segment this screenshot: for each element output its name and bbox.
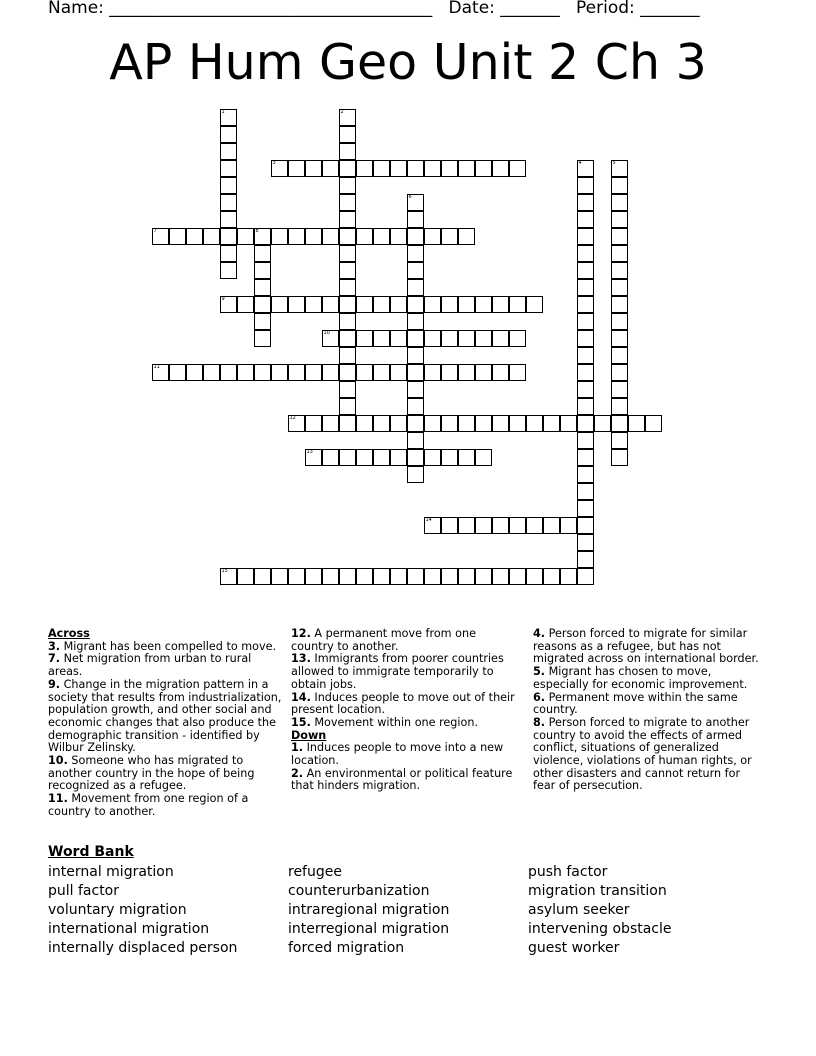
crossword-cell[interactable] [577, 398, 594, 415]
crossword-cell[interactable] [611, 364, 628, 381]
clue-number-label: 1 [221, 109, 225, 115]
crossword-cell[interactable] [356, 568, 373, 585]
crossword-cell[interactable] [611, 194, 628, 211]
crossword-cell[interactable] [441, 517, 458, 534]
crossword-cell[interactable] [492, 517, 509, 534]
crossword-cell[interactable] [254, 245, 271, 262]
crossword-cell[interactable] [339, 449, 356, 466]
crossword-cell[interactable] [339, 415, 356, 432]
crossword-cell[interactable] [271, 568, 288, 585]
crossword-cell[interactable] [237, 568, 254, 585]
clue-number-label: 14 [425, 517, 432, 523]
clue-number-label: 6 [408, 194, 412, 200]
crossword-cell[interactable] [577, 483, 594, 500]
crossword-cell[interactable] [220, 296, 237, 313]
word-bank-item: guest worker [528, 940, 620, 956]
crossword-cell[interactable] [339, 194, 356, 211]
crossword-cell[interactable] [339, 330, 356, 347]
crossword-cell[interactable] [339, 245, 356, 262]
clue-number-label: 8 [255, 228, 259, 234]
clue-number-label: 5 [612, 160, 616, 166]
crossword-cell[interactable] [560, 568, 577, 585]
crossword-cell[interactable] [305, 449, 322, 466]
clue-number-label: 12 [289, 415, 296, 421]
word-bank-heading: Word Bank [48, 844, 134, 860]
crossword-cell[interactable] [305, 228, 322, 245]
word-bank-column-2 [288, 863, 449, 958]
crossword-cell[interactable] [339, 296, 356, 313]
crossword-cell[interactable] [254, 313, 271, 330]
crossword-cell[interactable] [322, 449, 339, 466]
crossword-cell[interactable] [220, 126, 237, 143]
word-bank-item: internal migration [48, 864, 174, 880]
crossword-cell[interactable] [543, 568, 560, 585]
crossword-cell[interactable] [645, 415, 662, 432]
crossword-cell[interactable] [390, 364, 407, 381]
crossword-cell[interactable] [577, 177, 594, 194]
crossword-cell[interactable] [611, 347, 628, 364]
clue-number-label: 7 [153, 228, 157, 234]
crossword-cell[interactable] [577, 160, 594, 177]
crossword-cell[interactable] [475, 330, 492, 347]
crossword-cell[interactable] [390, 296, 407, 313]
clue-down-1: 1. Induces people to move into a new location. [291, 741, 504, 768]
crossword-cell[interactable] [458, 415, 475, 432]
clue-across-14: 14. Induces people to move out of their present location. [291, 690, 515, 717]
crossword-cell[interactable] [441, 296, 458, 313]
crossword-cell[interactable] [254, 568, 271, 585]
date-field-label: Date: _______ [448, 0, 560, 18]
crossword-cell[interactable] [220, 228, 237, 245]
crossword-cell[interactable] [271, 364, 288, 381]
crossword-cell[interactable] [220, 245, 237, 262]
crossword-cell[interactable] [509, 364, 526, 381]
crossword-cell[interactable] [543, 517, 560, 534]
clue-number-label: 15 [221, 568, 228, 574]
crossword-cell[interactable] [458, 449, 475, 466]
crossword-cell[interactable] [458, 330, 475, 347]
crossword-cell[interactable] [611, 262, 628, 279]
crossword-cell[interactable] [577, 313, 594, 330]
crossword-cell[interactable] [356, 330, 373, 347]
crossword-cell[interactable] [611, 296, 628, 313]
crossword-cell[interactable] [339, 160, 356, 177]
crossword-cell[interactable] [373, 415, 390, 432]
crossword-cell[interactable] [577, 279, 594, 296]
crossword-cell[interactable] [611, 449, 628, 466]
crossword-cell[interactable] [356, 415, 373, 432]
crossword-cell[interactable] [492, 330, 509, 347]
crossword-cell[interactable] [611, 381, 628, 398]
crossword-cell[interactable] [169, 228, 186, 245]
crossword-cell[interactable] [577, 211, 594, 228]
crossword-cell[interactable] [458, 517, 475, 534]
crossword-cell[interactable] [152, 228, 169, 245]
crossword-cell[interactable] [577, 194, 594, 211]
crossword-cell[interactable] [288, 160, 305, 177]
crossword-cell[interactable] [577, 517, 594, 534]
crossword-cell[interactable] [560, 415, 577, 432]
crossword-cell[interactable] [458, 296, 475, 313]
crossword-cell[interactable] [339, 126, 356, 143]
crossword-cell[interactable] [220, 160, 237, 177]
clue-number-label: 4 [578, 160, 582, 166]
crossword-cell[interactable] [424, 330, 441, 347]
crossword-cell[interactable] [305, 364, 322, 381]
crossword-cell[interactable] [271, 160, 288, 177]
word-bank-item: refugee [288, 864, 342, 880]
crossword-cell[interactable] [509, 296, 526, 313]
crossword-cell[interactable] [526, 568, 543, 585]
crossword-cell[interactable] [407, 262, 424, 279]
period-field-label: Period: _______ [576, 0, 700, 18]
crossword-cell[interactable] [424, 364, 441, 381]
crossword-cell[interactable] [288, 568, 305, 585]
crossword-cell[interactable] [424, 296, 441, 313]
crossword-cell[interactable] [407, 415, 424, 432]
crossword-cell[interactable] [577, 500, 594, 517]
crossword-cell[interactable] [458, 568, 475, 585]
crossword-cell[interactable] [237, 364, 254, 381]
crossword-cell[interactable] [373, 330, 390, 347]
crossword-cell[interactable] [543, 415, 560, 432]
crossword-cell[interactable] [441, 160, 458, 177]
crossword-cell[interactable] [611, 415, 628, 432]
crossword-cell[interactable] [441, 415, 458, 432]
crossword-cell[interactable] [254, 228, 271, 245]
clue-down-2: 2. An environmental or political feature that hinders migration. [291, 766, 513, 793]
word-bank-item: counterurbanization [288, 883, 430, 899]
crossword-cell[interactable] [339, 398, 356, 415]
clue-across-9: 9. Change in the migration pattern in a society that results from industrialization, population growth, and other social and economic changes that also produce the demographic transition - identified by Wilbur Zelinsky. [48, 677, 282, 755]
crossword-cell[interactable] [305, 160, 322, 177]
clue-down-4: 4. Person forced to migrate for similar reasons as a refugee, but has not migrated across on international border. [533, 627, 759, 666]
crossword-cell[interactable] [339, 143, 356, 160]
word-bank-item: pull factor [48, 883, 120, 899]
clue-across-3: 3. Migrant has been compelled to move. [48, 639, 277, 653]
crossword-cell[interactable] [407, 449, 424, 466]
crossword-cell[interactable] [407, 347, 424, 364]
word-bank-item: intraregional migration [288, 902, 450, 918]
clue-number-label: 10 [323, 330, 330, 336]
clues-column-3 [533, 628, 765, 793]
crossword-cell[interactable] [475, 415, 492, 432]
crossword-cell[interactable] [509, 568, 526, 585]
crossword-cell[interactable] [611, 398, 628, 415]
crossword-cell[interactable] [390, 449, 407, 466]
crossword-cell[interactable] [407, 398, 424, 415]
crossword-cell[interactable] [322, 296, 339, 313]
crossword-cell[interactable] [577, 228, 594, 245]
crossword-cell[interactable] [322, 415, 339, 432]
crossword-cell[interactable] [492, 364, 509, 381]
crossword-cell[interactable] [203, 228, 220, 245]
crossword-cell[interactable] [611, 177, 628, 194]
crossword-cell[interactable] [577, 364, 594, 381]
crossword-cell[interactable] [254, 262, 271, 279]
crossword-cell[interactable] [611, 432, 628, 449]
crossword-cell[interactable] [373, 160, 390, 177]
crossword-cell[interactable] [373, 449, 390, 466]
crossword-cell[interactable] [492, 160, 509, 177]
crossword-cell[interactable] [305, 568, 322, 585]
crossword-cell[interactable] [441, 568, 458, 585]
crossword-cell[interactable] [373, 228, 390, 245]
crossword-cell[interactable] [407, 160, 424, 177]
crossword-cell[interactable] [254, 279, 271, 296]
crossword-cell[interactable] [356, 364, 373, 381]
clue-across-10: 10. Someone who has migrated to another country in the hope of being recognized as a refugee. [48, 754, 255, 793]
crossword-cell[interactable] [254, 296, 271, 313]
crossword-cell[interactable] [407, 364, 424, 381]
crossword-cell[interactable] [458, 364, 475, 381]
clue-across-11: 11. Movement from one region of a country to another. [48, 792, 249, 818]
crossword-cell[interactable] [458, 228, 475, 245]
crossword-cell[interactable] [611, 279, 628, 296]
crossword-cell[interactable] [577, 432, 594, 449]
crossword-cell[interactable] [390, 568, 407, 585]
crossword-cell[interactable] [594, 415, 611, 432]
clue-number-label: 11 [153, 364, 160, 370]
crossword-cell[interactable] [611, 245, 628, 262]
clue-across-7: 7. Net migration from urban to rural areas. [48, 652, 252, 679]
crossword-cell[interactable] [373, 364, 390, 381]
crossword-cell[interactable] [288, 415, 305, 432]
crossword-cell[interactable] [237, 296, 254, 313]
crossword-cell[interactable] [220, 194, 237, 211]
word-bank-column-1 [48, 863, 237, 958]
crossword-cell[interactable] [492, 415, 509, 432]
crossword-cell[interactable] [611, 228, 628, 245]
crossword-cell[interactable] [339, 262, 356, 279]
crossword-cell[interactable] [577, 381, 594, 398]
crossword-cell[interactable] [424, 160, 441, 177]
crossword-cell[interactable] [577, 415, 594, 432]
crossword-cell[interactable] [288, 228, 305, 245]
crossword-cell[interactable] [577, 347, 594, 364]
crossword-cell[interactable] [407, 194, 424, 211]
crossword-cell[interactable] [441, 330, 458, 347]
clue-down-6: 6. Permanent move within the same country. [533, 690, 738, 717]
crossword-cell[interactable] [526, 517, 543, 534]
crossword-cell[interactable] [390, 160, 407, 177]
crossword-cell[interactable] [152, 364, 169, 381]
crossword-cell[interactable] [560, 517, 577, 534]
clue-number-label: 3 [272, 160, 276, 166]
crossword-cell[interactable] [577, 466, 594, 483]
crossword-cell[interactable] [186, 364, 203, 381]
crossword-cell[interactable] [509, 517, 526, 534]
crossword-cell[interactable] [628, 415, 645, 432]
crossword-cell[interactable] [492, 568, 509, 585]
crossword-cell[interactable] [407, 296, 424, 313]
crossword-cell[interactable] [441, 364, 458, 381]
crossword-cell[interactable] [475, 160, 492, 177]
crossword-cell[interactable] [220, 211, 237, 228]
crossword-cell[interactable] [424, 228, 441, 245]
crossword-cell[interactable] [577, 296, 594, 313]
crossword-cell[interactable] [407, 245, 424, 262]
crossword-cell[interactable] [288, 364, 305, 381]
crossword-cell[interactable] [441, 228, 458, 245]
crossword-cell[interactable] [407, 432, 424, 449]
crossword-cell[interactable] [203, 364, 220, 381]
crossword-cell[interactable] [220, 568, 237, 585]
crossword-cell[interactable] [356, 296, 373, 313]
crossword-cell[interactable] [271, 228, 288, 245]
crossword-cell[interactable] [288, 296, 305, 313]
crossword-cell[interactable] [390, 330, 407, 347]
crossword-cell[interactable] [611, 313, 628, 330]
crossword-cell[interactable] [407, 330, 424, 347]
crossword-cell[interactable] [339, 279, 356, 296]
crossword-cell[interactable] [407, 313, 424, 330]
crossword-cell[interactable] [271, 296, 288, 313]
crossword-cell[interactable] [339, 381, 356, 398]
crossword-cell[interactable] [407, 568, 424, 585]
word-bank-item: international migration [48, 921, 210, 937]
crossword-cell[interactable] [577, 551, 594, 568]
crossword-cell[interactable] [322, 568, 339, 585]
crossword-cell[interactable] [509, 415, 526, 432]
crossword-cell[interactable] [339, 211, 356, 228]
crossword-cell[interactable] [254, 364, 271, 381]
crossword-cell[interactable] [339, 313, 356, 330]
crossword-cell[interactable] [458, 160, 475, 177]
crossword-cell[interactable] [577, 262, 594, 279]
word-bank-item: voluntary migration [48, 902, 187, 918]
page-title: AP Hum Geo Unit 2 Ch 3 [109, 34, 707, 91]
crossword-cell[interactable] [390, 415, 407, 432]
crossword-cell[interactable] [220, 364, 237, 381]
crossword-cell[interactable] [407, 466, 424, 483]
crossword-cell[interactable] [373, 568, 390, 585]
crossword-cell[interactable] [475, 364, 492, 381]
clue-number-label: 2 [340, 109, 344, 115]
crossword-cell[interactable] [611, 211, 628, 228]
clue-across-13: 13. Immigrants from poorer countries allowed to immigrate temporarily to obtain jobs. [291, 652, 504, 691]
crossword-cell[interactable] [407, 211, 424, 228]
word-bank-item: forced migration [288, 940, 405, 956]
crossword-cell[interactable] [186, 228, 203, 245]
word-bank-column-3 [528, 863, 672, 958]
crossword-cell[interactable] [356, 449, 373, 466]
crossword-cell[interactable] [611, 330, 628, 347]
crossword-cell[interactable] [220, 109, 237, 126]
word-bank-item: intervening obstacle [528, 921, 672, 937]
crossword-cell[interactable] [339, 109, 356, 126]
crossword-cell[interactable] [220, 143, 237, 160]
crossword-cell[interactable] [577, 449, 594, 466]
clue-down-8: 8. Person forced to migrate to another country to avoid the effects of armed conflict, situations of generalized violence, violations of human rights, or other disasters and cannot return for fear of persecution. [533, 715, 752, 793]
crossword-cell[interactable] [577, 534, 594, 551]
crossword-cell[interactable] [424, 568, 441, 585]
crossword-cell[interactable] [424, 449, 441, 466]
clue-number-label: 9 [221, 296, 225, 302]
crossword-cell[interactable] [475, 296, 492, 313]
crossword-cell[interactable] [441, 449, 458, 466]
crossword-cell[interactable] [526, 296, 543, 313]
crossword-cell[interactable] [611, 160, 628, 177]
crossword-cell[interactable] [254, 330, 271, 347]
crossword-cell[interactable] [492, 296, 509, 313]
crossword-cell[interactable] [577, 245, 594, 262]
crossword-cell[interactable] [339, 568, 356, 585]
word-bank-item: interregional migration [288, 921, 450, 937]
clues-column-1 [48, 628, 284, 819]
word-bank-item: migration transition [528, 883, 667, 899]
word-bank-item: internally displaced person [48, 940, 238, 956]
clue-number-label: 13 [306, 449, 313, 455]
crossword-cell[interactable] [475, 449, 492, 466]
crossword-cell[interactable] [305, 296, 322, 313]
crossword-cell[interactable] [169, 364, 186, 381]
crossword-cell[interactable] [407, 228, 424, 245]
name-field-label: Name: ______________________________________ [48, 0, 433, 18]
crossword-cell[interactable] [322, 330, 339, 347]
crossword-cell[interactable] [424, 517, 441, 534]
crossword-cell[interactable] [373, 296, 390, 313]
crossword-cell[interactable] [390, 228, 407, 245]
crossword-cell[interactable] [475, 517, 492, 534]
crossword-cell[interactable] [339, 228, 356, 245]
crossword-cell[interactable] [339, 177, 356, 194]
crossword-cell[interactable] [475, 568, 492, 585]
crossword-cell[interactable] [322, 228, 339, 245]
crossword-cell[interactable] [509, 160, 526, 177]
crossword-cell[interactable] [407, 279, 424, 296]
crossword-cell[interactable] [322, 160, 339, 177]
crossword-cell[interactable] [237, 228, 254, 245]
across-heading: Across [48, 627, 90, 640]
clue-down-5: 5. Migrant has chosen to move, especially for economic improvement. [533, 665, 748, 691]
crossword-cell[interactable] [220, 262, 237, 279]
clues-column-2 [291, 628, 521, 793]
crossword-cell[interactable] [220, 177, 237, 194]
crossword-cell[interactable] [407, 381, 424, 398]
crossword-cell[interactable] [322, 364, 339, 381]
crossword-cell[interactable] [339, 347, 356, 364]
crossword-cell[interactable] [339, 364, 356, 381]
word-bank-item: push factor [528, 864, 608, 880]
crossword-cell[interactable] [509, 330, 526, 347]
clue-across-15: 15. Movement within one region. [291, 715, 479, 729]
clue-across-12: 12. A permanent move from one country to another. [291, 627, 476, 653]
crossword-cell[interactable] [424, 415, 441, 432]
crossword-cell[interactable] [526, 415, 543, 432]
down-heading: Down [291, 728, 327, 742]
crossword-cell[interactable] [577, 330, 594, 347]
word-bank-item: asylum seeker [528, 902, 630, 918]
crossword-cell[interactable] [577, 568, 594, 585]
crossword-cell[interactable] [356, 160, 373, 177]
crossword-cell[interactable] [305, 415, 322, 432]
crossword-cell[interactable] [356, 228, 373, 245]
